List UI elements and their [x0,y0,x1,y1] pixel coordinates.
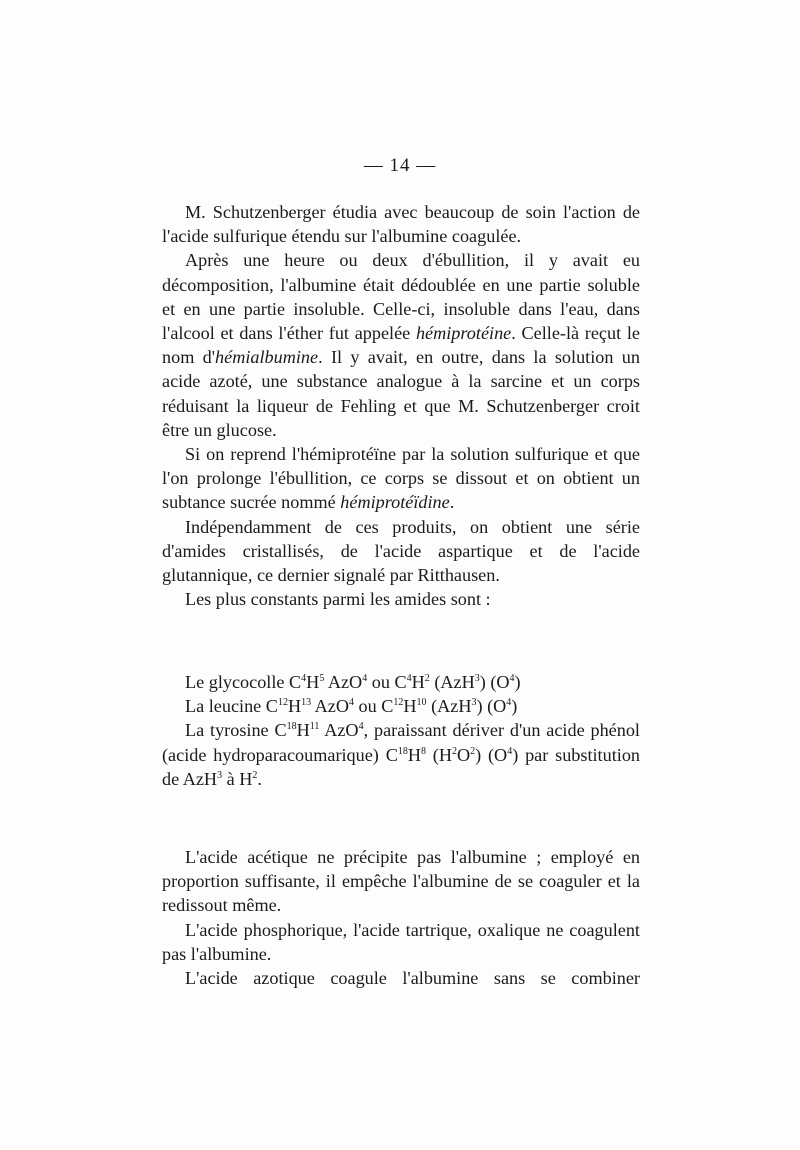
acid-notes [162,845,640,990]
amide-list [162,670,640,791]
italic-term: hémiprotéïdine [340,492,450,513]
paragraph: L'acide acétique ne précipite pas l'albumine ; employé en proportion suffisante, il empêche l'albumine de se coaguler et la redissout même. [162,847,640,916]
text-run: . Celle-là reçut le nom d' [162,323,640,368]
paragraph: M. Schutzenberger étudia avec beaucoup de soin l'action de l'acide sulfurique étendu sur l'albumine coagulée. [162,202,640,247]
formula-line-glycocolle: Le glycocolle $C^4H^5$ AzO$^4$ ou $C^4H^2$ (AzH$^3$) $(O^4)$ [185,672,521,692]
text-run: Si on reprend l'hémiprotéïne par la solution sulfurique et que l'on prolonge l'ébullition, ce corps se dissout et on obtient un subtance sucrée nommé [162,444,640,513]
paragraph: Les plus constants parmi les amides sont : [185,589,491,610]
text-run: Après une heure ou deux d'ébullition, il y avait eu décomposition, l'albumine était dédoublée en une partie soluble et en une partie insoluble. Celle-ci, insoluble dans l'eau, dans l'alcool et dans l'éther fut appelée [162,250,640,344]
paragraph: L'acide phosphorique, l'acide tartrique, oxalique ne coagulent pas l'albumine. [162,919,640,964]
paragraph [162,442,640,515]
formula-line-tyrosine: La tyrosine $C^{18}H^{11}$ AzO$^4$, paraissant dériver d'un acide phénol (acide hydroparacoumarique) $C^{18}H^8$ $(H^2O^2)$ $(O^4)$ par substitution de AzH$^3$ à $H^2$. [162,720,641,789]
formula-line-leucine: La leucine $C^{12}H^{13}$ AzO$^4$ ou $C^{12}H^{10}$ (AzH$^3$) $(O^4)$ [185,696,518,717]
paragraph: Indépendamment de ces produits, on obtient une série d'amides cristallisés, de l'acide aspartique et de l'acide glutannique, ce dernier signalé par Ritthausen. [162,516,640,586]
italic-term: hémiprotéine [415,323,512,344]
main-text [162,200,640,611]
text-run: . [449,492,455,513]
paragraph-last-line: L'acide azotique coagule l'albumine sans se combiner [185,968,640,989]
text-run: . Il y avait, en outre, dans la solution un acide azoté, une substance analogue à la sarcine et un corps réduisant la liqueur de Fehling et que M. Schutzenberger croit être un glucose. [162,347,640,440]
paragraph [162,248,640,442]
page-number: — 14 — [363,155,437,176]
italic-term: hémialbumine [215,347,319,368]
